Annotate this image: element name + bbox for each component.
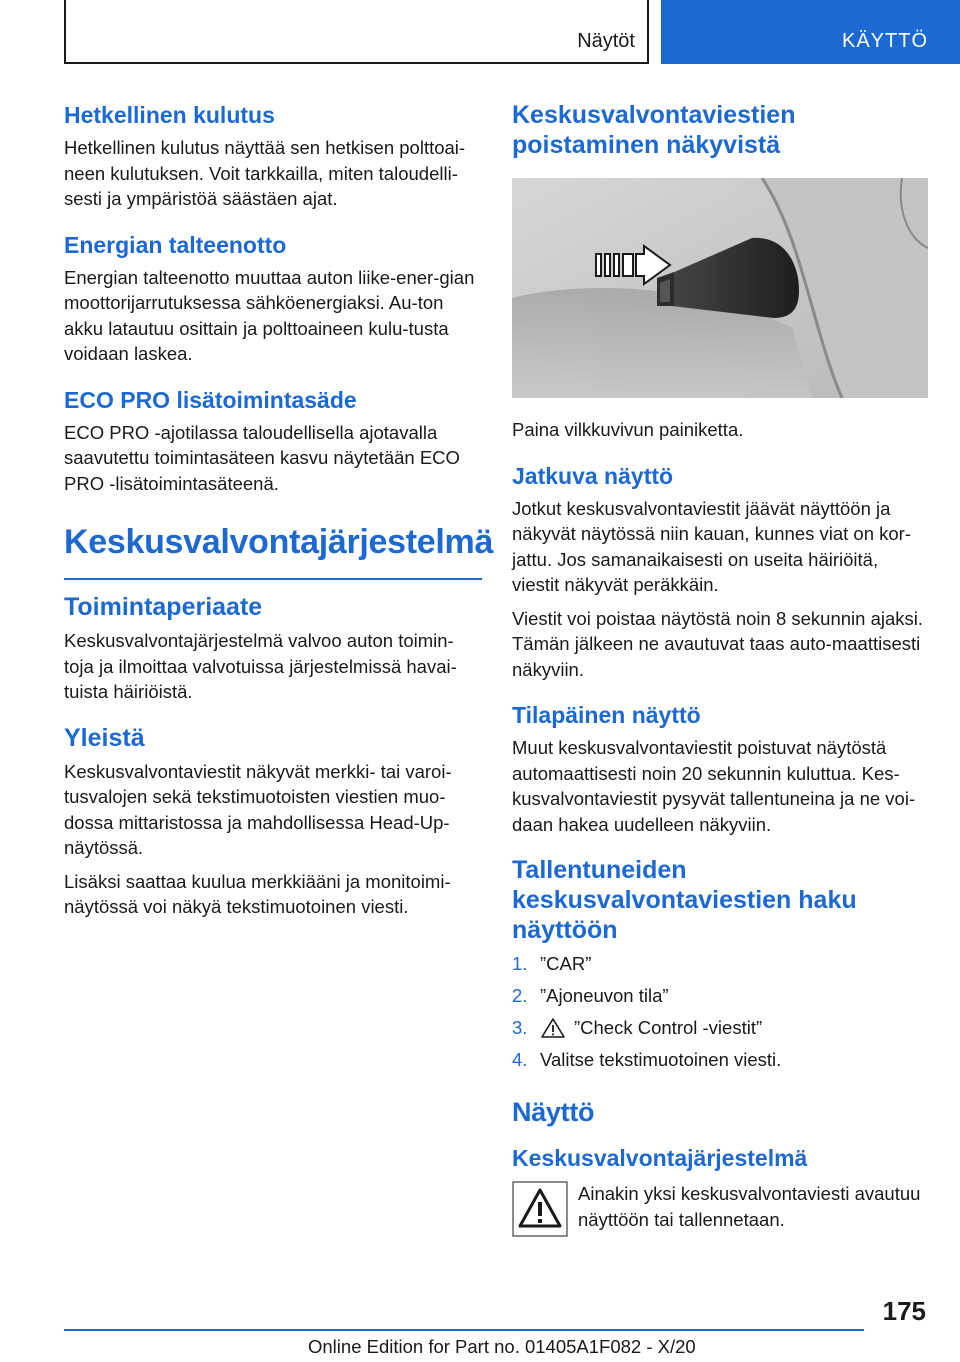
heading-hetkellinen-kulutus: Hetkellinen kulutus	[64, 102, 275, 128]
turn-signal-lever-illustration	[512, 178, 928, 398]
step-number: 1.	[512, 953, 528, 974]
note-text: Ainakin yksi keskusvalvontaviesti avautuu näyttöön tai tallennetaan.	[578, 1183, 921, 1230]
heading-energian-talteenotto: Energian talteenotto	[64, 231, 287, 258]
step-number: 4.	[512, 1049, 528, 1070]
heading-tilapainen-naytto: Tilapäinen näyttö	[512, 702, 701, 728]
paragraph-eco-pro: ECO PRO -ajotilassa taloudellisella ajotavalla saavutettu toimintasäteen kasvu näytetään ECO PRO -lisätoimintasäteenä.	[64, 421, 460, 494]
warning-triangle-icon	[512, 1181, 568, 1237]
footer-rule	[64, 1329, 864, 1331]
header-chapter-tab	[661, 0, 960, 64]
heading-eco-pro: ECO PRO lisätoimintasäde	[64, 386, 357, 413]
header-section-box	[64, 0, 649, 64]
left-column	[64, 100, 494, 928]
step-text: ”CAR”	[540, 953, 592, 974]
paragraph-jatkuva-1: Jotkut keskusvalvontaviestit jäävät näyttöön ja näkyvät näytössä niin kauan, kunnes viat on kor-jattu. Jos samanaikaisesti on useita häiriöitä, viestit näkyvät peräkkäin.	[512, 497, 912, 595]
chapter-title-rule	[64, 578, 482, 580]
heading-yleista: Yleistä	[64, 723, 145, 752]
heading-jatkuva-naytto: Jatkuva näyttö	[512, 462, 674, 489]
step-text: Valitse tekstimuotoinen viesti.	[540, 1049, 782, 1070]
paragraph-energian-talteenotto: Energian talteenotto muuttaa auton liike-ener-gian moottorijarrutuksessa sähköenergiaksi. Au-ton akku latautuu osittain ja polttoaineen kulu-tusta voidaan laskea.	[64, 266, 475, 364]
header-section-label: Näytöt	[577, 30, 635, 52]
step-number: 2.	[512, 985, 528, 1006]
list-item	[512, 1015, 930, 1040]
list-item	[512, 983, 930, 1008]
figure-caption: Paina vilkkuvivun painiketta.	[512, 419, 744, 440]
step-text: ”Check Control -viestit”	[574, 1017, 763, 1038]
paragraph-yleista-2: Lisäksi saattaa kuulua merkkiääni ja monitoimi-näytössä voi näkyä tekstimuotoinen viesti.	[64, 870, 451, 917]
chapter-title: Keskusvalvontajärjestelmä	[64, 523, 494, 561]
heading-naytto: Näyttö	[512, 1097, 595, 1127]
list-item	[512, 1047, 930, 1072]
heading-poistaminen: Keskusvalvontaviestien poistaminen näkyvistä	[512, 101, 796, 159]
paragraph-jatkuva-2: Viestit voi poistaa näytöstä noin 8 sekunnin ajaksi. Tämän jälkeen ne avautuvat taas auto-maattisesti näkyviin.	[512, 607, 924, 680]
footer-edition-text: Online Edition for Part no. 01405A1F082 - X/20	[308, 1336, 696, 1357]
paragraph-tilapainen: Muut keskusvalvontaviestit poistuvat näytöstä automaattisesti noin 20 sekunnin kuluttua. Kes-kusvalvontaviestit pysyvät tallentuneina ja ne voi-daan hakea uudelleen näkyviin.	[512, 737, 916, 835]
warning-note	[512, 1181, 930, 1237]
paragraph-toimintaperiaate: Keskusvalvontajärjestelmä valvoo auton toimin-toja ja ilmoittaa valvotuissa järjestelmissä havai-tuista häiriöistä.	[64, 630, 457, 702]
steps-list	[512, 951, 930, 1072]
heading-toimintaperiaate: Toimintaperiaate	[64, 593, 263, 621]
page-number: 175	[882, 1296, 926, 1326]
paragraph-hetkellinen-kulutus: Hetkellinen kulutus näyttää sen hetkisen polttoai-neen kulutuksen. Voit tarkkailla, miten taloudelli-sesti ja ympäristöä säästäen ajat.	[64, 137, 466, 209]
right-column	[512, 100, 930, 1237]
warning-triangle-icon	[540, 1017, 566, 1039]
step-text: ”Ajoneuvon tila”	[540, 985, 669, 1006]
heading-keskusvalvontajarjestelma: Keskusvalvontajärjestelmä	[512, 1145, 808, 1171]
header-chapter-label: KÄYTTÖ	[841, 30, 928, 52]
step-number: 3.	[512, 1017, 528, 1038]
list-item	[512, 951, 930, 976]
heading-tallentuneiden: Tallentuneiden keskusvalvontaviestien haku näyttöön	[512, 856, 857, 944]
paragraph-yleista-1: Keskusvalvontaviestit näkyvät merkki- tai varoi-tusvalojen sekä tekstimuotoisten viestien muo-dossa mittaristossa ja mahdollisessa Head-Up-näytössä.	[64, 760, 452, 858]
